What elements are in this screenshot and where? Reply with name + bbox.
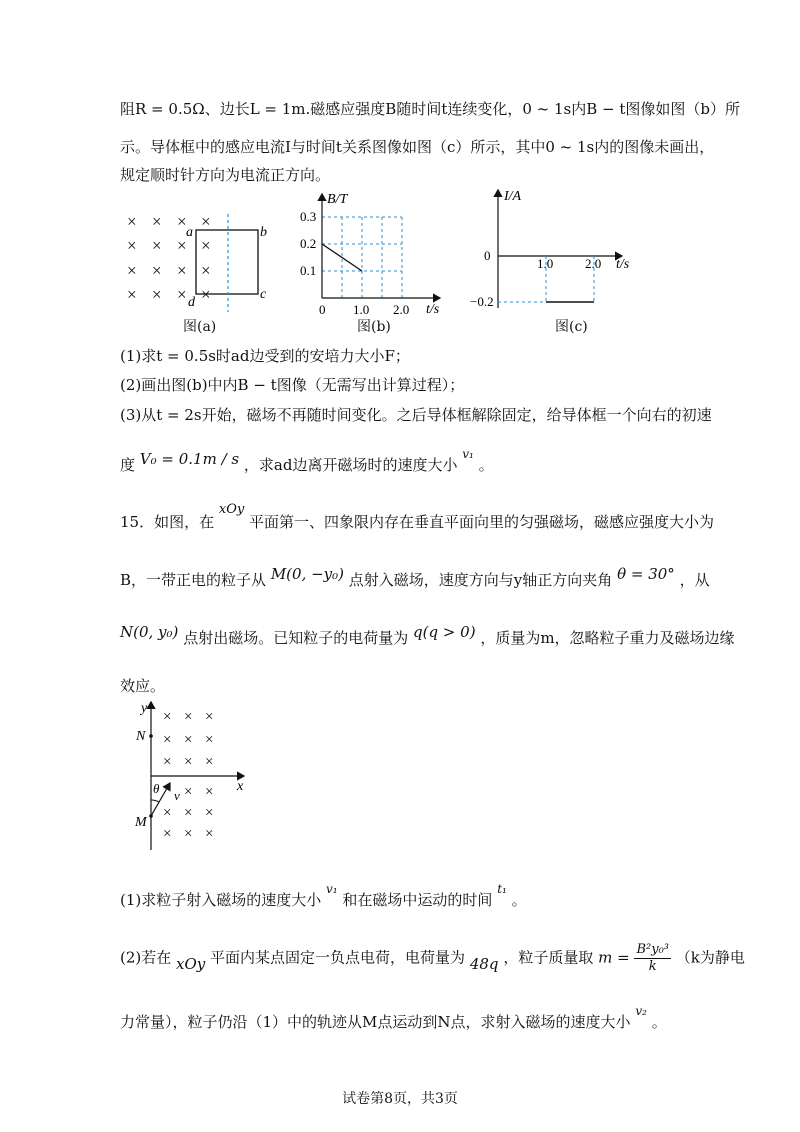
cross-15-2-0: × <box>163 754 172 770</box>
caption-b: 图(b) <box>357 319 391 335</box>
page-footer: 试卷第8页，共3页 <box>342 1091 458 1107</box>
cross-15-4-2: × <box>205 805 214 821</box>
p15-l1-xoy: xOy <box>218 502 245 517</box>
cross-a-0-0: × <box>127 212 137 231</box>
x-tick-c-0: 1.0 <box>537 256 554 271</box>
cross-15-5-0: × <box>163 826 172 842</box>
p15-l2-c: ，从 <box>679 571 710 589</box>
p14-line-1: 阻R = 0.5Ω、边长L = 1m.磁感应强度B随时间t连续变化，0 ~ 1s内B − t图像如图（b）所 <box>120 100 740 118</box>
label-c: c <box>260 287 267 302</box>
cross-15-0-1: × <box>184 709 193 725</box>
cross-15-1-1: × <box>184 732 193 748</box>
p15-l3-b: ，质量为m，忽略粒子重力及磁场边缘 <box>480 629 735 647</box>
p15-q2-denominator: k <box>648 959 657 974</box>
y-ticks-c <box>470 248 494 309</box>
point-N <box>149 734 153 738</box>
p15-q2-numerator: B²y₀³ <box>636 942 670 957</box>
p15-question-3 <box>120 1004 667 1033</box>
p15-q2-b: 平面内某点固定一负点电荷，电荷量为 <box>210 948 466 967</box>
cross-15-5-2: × <box>205 826 214 842</box>
p15-question-1 <box>120 882 527 911</box>
cross-15-2-1: × <box>184 754 193 770</box>
p15-line-4: 效应。 <box>120 677 166 695</box>
p14-question-3-line-1: (3)从t = 2s开始，磁场不再随时间变化。之后导体框解除固定，给导体框一个向右的初速 <box>120 406 712 424</box>
q3-end: 。 <box>478 456 494 474</box>
p15-line-1 <box>120 502 715 534</box>
label-N: N <box>136 729 146 744</box>
p15-q2-48q: 48q <box>469 954 499 973</box>
y-tick-c-1: −0.2 <box>470 294 494 309</box>
p15-q1-c: 。 <box>511 891 527 909</box>
cross-a-2-3: × <box>201 261 211 280</box>
y-tick-b-1: 0.2 <box>300 236 317 251</box>
figure-c <box>470 186 640 316</box>
q3-post: ，求ad边离开磁场时的速度大小 <box>243 456 458 474</box>
label-M: M <box>135 815 147 830</box>
p15-q3-b: 。 <box>651 1013 667 1031</box>
cross-a-1-1: × <box>152 236 162 255</box>
p15-line-2 <box>120 565 710 590</box>
p15-q2-a: (2)若在 <box>120 948 172 967</box>
p15-l3-N: N(0, y₀) <box>120 623 179 641</box>
cross-a-3-1: × <box>152 285 162 304</box>
q3-v1: v₁ <box>462 447 474 461</box>
p15-l3-q: q(q > 0) <box>412 623 476 641</box>
p15-q2-m: m = <box>598 948 630 967</box>
cross-a-2-0: × <box>127 261 137 280</box>
x-tick-b-2: 2.0 <box>393 302 410 317</box>
p15-l1-a: 15．如图，在 <box>120 513 215 531</box>
cross-15-2-2: × <box>205 754 214 770</box>
label-d: d <box>188 295 195 310</box>
p15-l3-a: 点射出磁场。已知粒子的电荷量为 <box>183 629 409 647</box>
cross-15-4-0: × <box>163 805 172 821</box>
cross-a-3-3: × <box>201 285 211 304</box>
p15-question-2 <box>120 942 745 975</box>
x-tick-c-1: 2.0 <box>585 256 602 271</box>
cross-a-0-2: × <box>177 212 187 231</box>
p15-l2-M: M(0, −y₀) <box>270 565 345 583</box>
p15-q1-v1: v₁ <box>326 882 338 896</box>
x-label-c: t/s <box>616 257 630 272</box>
figure-15 <box>128 698 258 856</box>
caption-a: 图(a) <box>183 319 217 335</box>
cross-a-1-2: × <box>177 236 187 255</box>
x-tick-b-1: 1.0 <box>353 302 370 317</box>
angle-arc <box>151 800 159 802</box>
cross-a-2-2: × <box>177 261 187 280</box>
cross-a-2-1: × <box>152 261 162 280</box>
cross-a-1-0: × <box>127 236 137 255</box>
p15-q2-d: （k为静电 <box>675 948 745 967</box>
x-ticks-b <box>319 302 409 317</box>
p15-l2-theta: θ = 30° <box>617 565 675 583</box>
cross-a-1-3: × <box>201 236 211 255</box>
p14-question-3-line-2 <box>120 447 494 476</box>
cross-15-1-2: × <box>205 732 214 748</box>
y-tick-b-0: 0.3 <box>300 209 317 224</box>
cross-15-5-1: × <box>184 826 193 842</box>
p15-l2-b: 点射入磁场，速度方向与y轴正方向夹角 <box>348 571 613 589</box>
y-label-c: I/A <box>504 189 522 204</box>
p14-line-2: 示。导体框中的感应电流I与时间t关系图像如图（c）所示，其中0 ~ 1s内的图像未画出， <box>120 138 715 156</box>
field-crosses-a <box>127 212 211 304</box>
cross-15-1-0: × <box>163 732 172 748</box>
cross-a-3-0: × <box>127 285 137 304</box>
x-ticks-c <box>537 256 601 271</box>
label-a: a <box>186 225 193 240</box>
cross-15-0-2: × <box>205 709 214 725</box>
p15-q3-v2: v₂ <box>635 1004 647 1018</box>
x-label-15: x <box>237 779 244 794</box>
p15-q2-fraction <box>634 942 671 975</box>
p14-line-3: 规定顺时针方向为电流正方向。 <box>120 166 331 184</box>
grid-b <box>322 217 402 298</box>
cross-15-3-1: × <box>184 784 193 800</box>
q3-pre: 度 <box>120 456 136 474</box>
cross-a-3-2: × <box>177 285 187 304</box>
cross-a-0-3: × <box>201 212 211 231</box>
p15-l1-b: 平面第一、四象限内存在垂直平面向里的匀强磁场，磁感应强度大小为 <box>249 513 715 531</box>
x-tick-b-0: 0 <box>319 302 326 317</box>
p15-q3-a: 力常量），粒子仍沿（1）中的轨迹从M点运动到N点，求射入磁场的速度大小 <box>120 1013 631 1031</box>
cross-a-0-1: × <box>152 212 162 231</box>
p15-q1-t1: t₁ <box>497 882 507 896</box>
p15-q2-xoy: xOy <box>176 954 206 973</box>
caption-c: 图(c) <box>555 319 588 335</box>
y-ticks-b <box>300 209 316 278</box>
cross-15-0-0: × <box>163 709 172 725</box>
x-label-b: t/s <box>426 302 440 317</box>
p15-q1-a: (1)求粒子射入磁场的速度大小 <box>120 891 322 909</box>
y-label-15: y <box>141 701 148 716</box>
p14-question-1: (1)求t = 0.5s时ad边受到的安培力大小F； <box>120 347 410 365</box>
y-tick-c-0: 0 <box>484 248 491 263</box>
label-v: v <box>174 788 180 803</box>
y-label-b: B/T <box>327 192 348 207</box>
q3-v0: V₀ = 0.1m / s <box>139 450 240 468</box>
p15-l2-a: B，一带正电的粒子从 <box>120 571 267 589</box>
p15-line-3 <box>120 623 735 648</box>
label-b: b <box>260 225 267 240</box>
figure-b <box>292 190 452 320</box>
p14-question-2: (2)画出图(b)中内B − t图像（无需写出计算过程）； <box>120 376 465 394</box>
p15-q1-b: 和在磁场中运动的时间 <box>342 891 493 909</box>
y-tick-b-2: 0.1 <box>300 263 317 278</box>
cross-15-3-2: × <box>205 784 214 800</box>
label-theta: θ <box>153 781 160 796</box>
cross-15-4-1: × <box>184 805 193 821</box>
p15-q2-c: ，粒子质量取 <box>503 948 594 967</box>
